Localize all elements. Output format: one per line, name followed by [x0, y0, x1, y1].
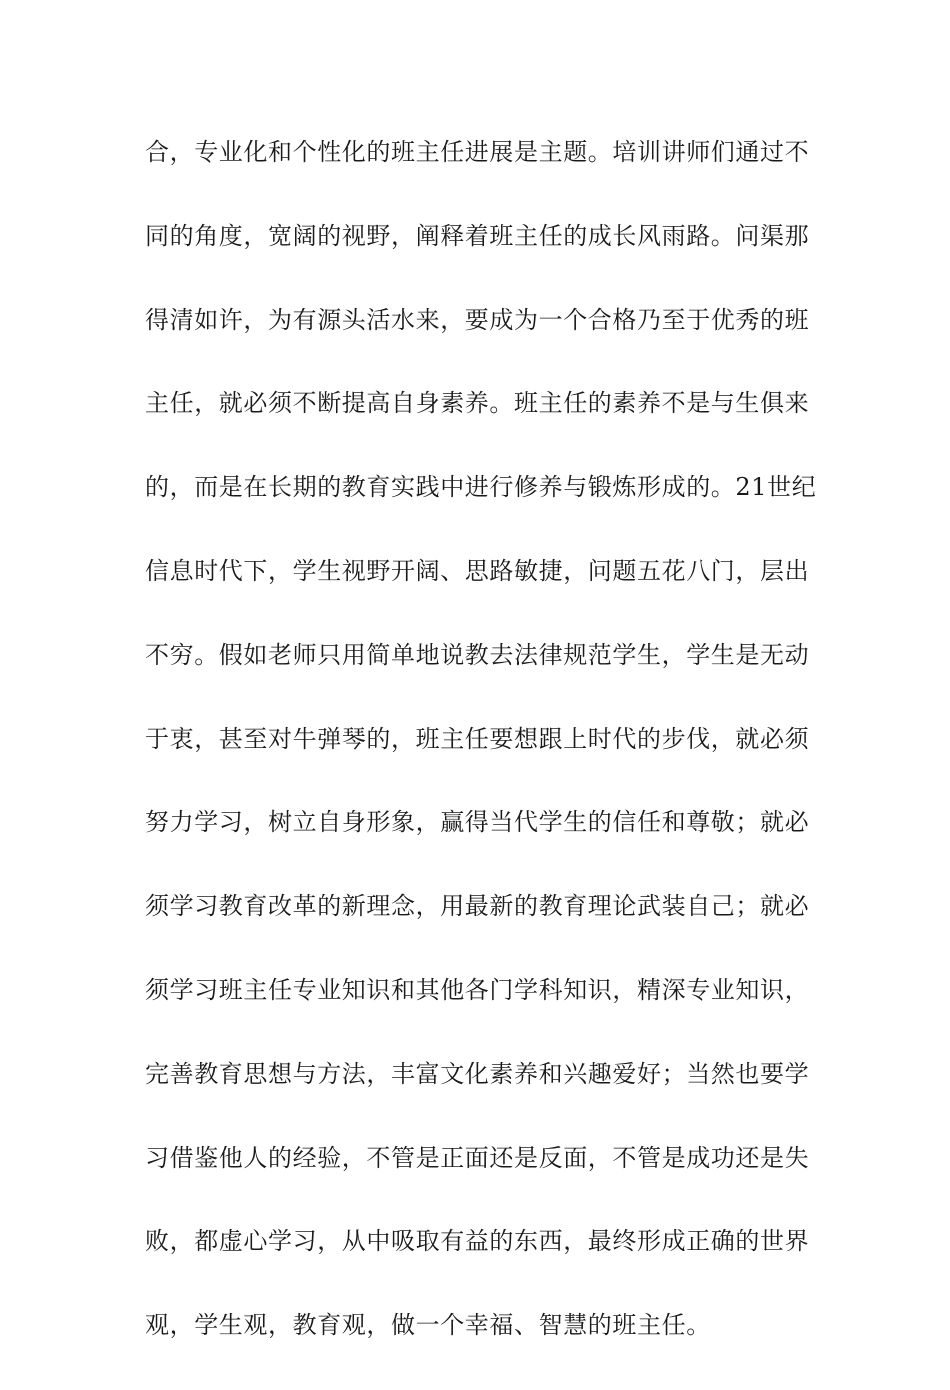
text-line: 努力学习，树立自身形象，赢得当代学生的信任和尊敬；就必 — [145, 808, 810, 837]
text-line: 完善教育思想与方法，丰富文化素养和兴趣爱好；当然也要学 — [145, 1059, 810, 1088]
text-line: 败，都虚心学习，从中吸取有益的东西，最终形成正确的世界 — [145, 1227, 810, 1256]
text-line: 须学习班主任专业知识和其他各门学科知识，精深专业知识， — [145, 975, 810, 1004]
text-line: 同的角度，宽阔的视野，阐释着班主任的成长风雨路。问渠那 — [145, 221, 810, 250]
text-line: 于衷，甚至对牛弹琴的，班主任要想跟上时代的步伐，就必须 — [145, 724, 810, 753]
text-line: 得清如许，为有源头活水来，要成为一个合格乃至于优秀的班 — [145, 305, 810, 334]
text-line: 须学习教育改革的新理念，用最新的教育理论武装自己；就必 — [145, 892, 810, 921]
text-line: 观，学生观，教育观，做一个幸福、智慧的班主任。 — [145, 1311, 711, 1340]
text-line: 主任，就必须不断提高自身素养。班主任的素养不是与生俱来 — [145, 389, 810, 418]
text-line: 习借鉴他人的经验，不管是正面还是反面，不管是成功还是失 — [145, 1143, 810, 1172]
text-line: 的，而是在长期的教育实践中进行修养与锻炼形成的。21世纪 — [145, 473, 817, 502]
text-line: 合，专业化和个性化的班主任进展是主题。培训讲师们通过不 — [145, 138, 810, 166]
body-paragraph — [145, 133, 815, 1390]
text-line: 不穷。假如老师只用简单地说教去法律规范学生，学生是无动 — [145, 640, 810, 669]
text-line: 信息时代下，学生视野开阔、思路敏捷，问题五花八门，层出 — [145, 556, 810, 585]
